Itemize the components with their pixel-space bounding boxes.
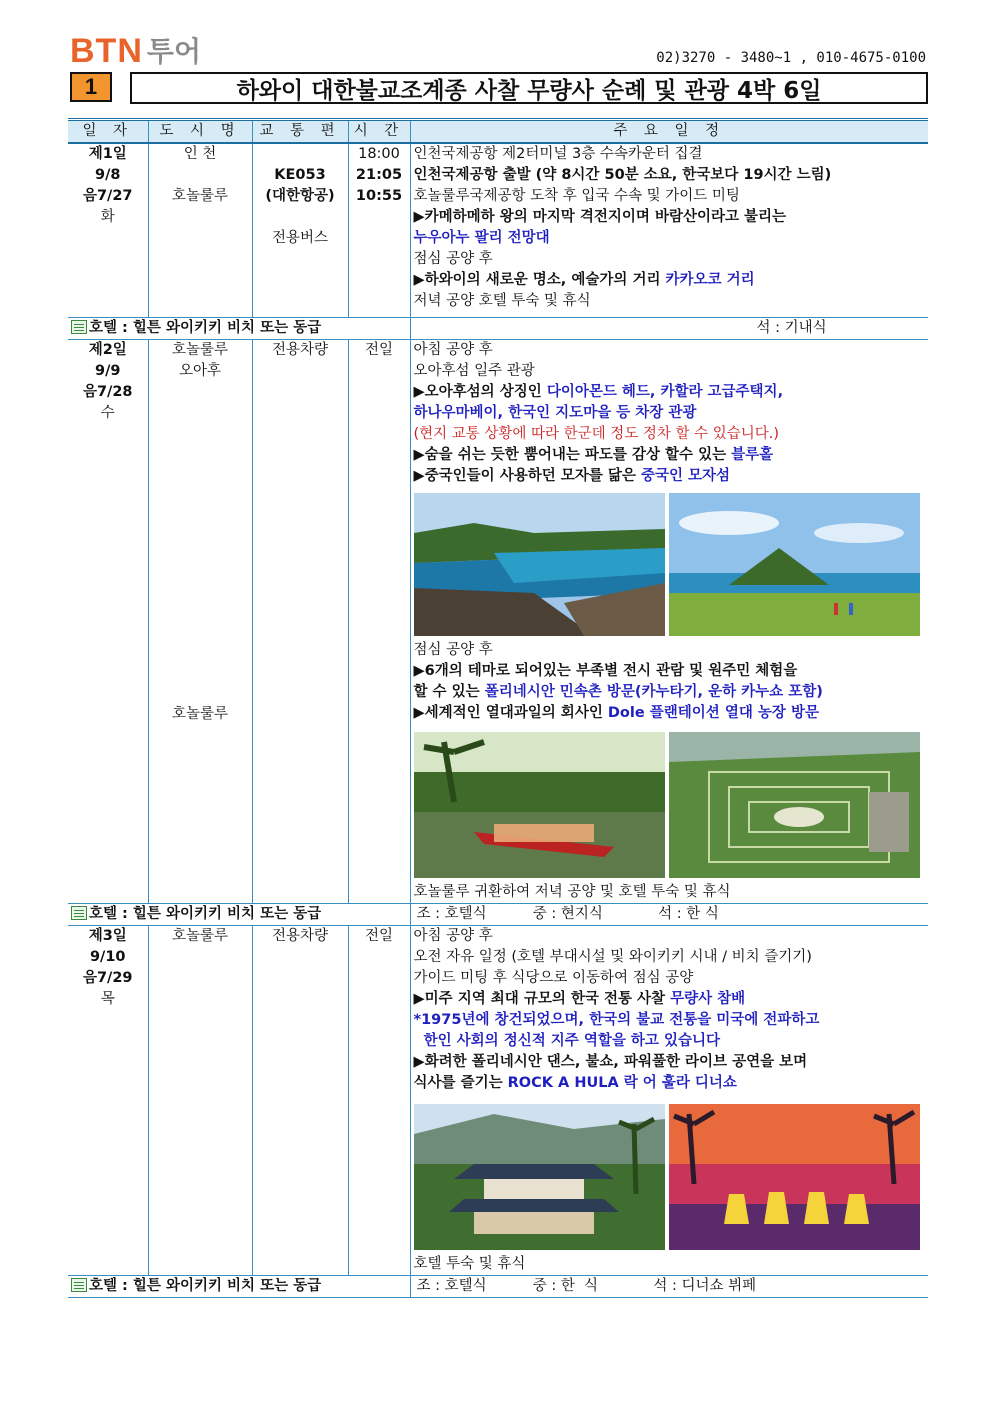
schedule-text: ▶세계적인 열대과일의 회사인 [413,704,608,721]
schedule-text: ▶오아후섬의 상징인 [413,383,547,400]
day-label: 제1일 [88,146,127,162]
notice-line: (현지 교통 상황에 따라 한군데 정도 정차 할 수 있습니다.) [413,425,780,442]
schedule-line [414,445,926,466]
itinerary-table [68,118,928,1298]
table-header [68,120,928,144]
hotel-icon [71,320,87,334]
day1-city-cell [148,143,252,317]
day3-time-cell [348,925,410,1275]
schedule-line [414,466,926,487]
meals-cell: 석 : 기내식 [410,317,928,339]
day3-city-cell [148,925,252,1275]
highlight-text: Dole 플랜테이션 열대 농장 방문 [607,704,819,721]
flight-label: KE053 [274,167,326,183]
chinamans-hat-photo [669,493,920,636]
highlight-line: 하나우마베이, 한국인 지도마을 등 차장 관광 [413,404,697,421]
day3-transport-cell [252,925,348,1275]
day3-row [68,925,928,1275]
schedule-line [414,989,926,1010]
schedule-text: ▶중국인들이 사용하던 모자를 닮은 [413,467,641,484]
time-label: 10:55 [355,188,403,204]
schedule-line: 호놀룰루 귀환하여 저녁 공양 및 호텔 투숙 및 휴식 [413,883,731,900]
city-label: 호놀룰루 [171,927,229,944]
schedule-line: ▶카메하메하 왕의 마지막 격전지이며 바람산이라고 불리는 [413,209,787,225]
schedule-line [414,382,926,403]
schedule-line: 아침 공양 후 [413,927,493,944]
title-row [70,72,928,106]
city-label: 호놀룰루 [171,341,229,358]
lunar-label: 음7/29 [82,969,133,986]
schedule-line [414,703,926,724]
date-label: 9/9 [95,362,121,379]
day1-schedule-cell [410,143,928,317]
highlight-text: 폴리네시안 민속촌 방문(카누타기, 운하 카누쇼 포함) [484,683,823,700]
hotel-icon [71,906,87,920]
schedule-text: ▶미주 지역 최대 규모의 한국 전통 사찰 [413,990,671,1007]
schedule-line: ▶6개의 테마로 되어있는 부족별 전시 관람 및 원주민 체험을 [413,662,798,679]
day1-hotel-row [68,317,928,339]
time-label: 전일 [364,341,393,358]
schedule-line: 가이드 미팅 후 식당으로 이동하여 점심 공양 [413,969,694,986]
schedule-text: 식사를 즐기는 [413,1074,508,1091]
hotel-cell [68,1275,410,1297]
day-label: 제2일 [88,341,127,358]
schedule-line: 점심 공양 후 [413,251,493,267]
hotel-label: 호텔 : 힐튼 와이키키 비치 또는 동급 [89,319,322,336]
photo-row [414,493,926,636]
day1-row [68,143,928,317]
canoe-photo [414,732,665,878]
day1-time-cell [348,143,410,317]
highlight-line: 한인 사회의 정신적 지주 역할을 하고 있습니다 [413,1032,721,1049]
brand-logo [70,34,201,68]
schedule-text: ▶하와이의 새로운 명소, 예술가의 거리 [413,272,666,288]
schedule-line: 오아후섬 일주 관광 [413,362,535,379]
day1-date-cell [68,143,148,317]
weekday-label: 목 [100,990,115,1007]
schedule-line: 인천국제공항 제2터미널 3층 수속카운터 집결 [413,146,703,162]
highlight-text: 카카오코 거리 [665,272,755,288]
header-city: 도 시 명 [148,120,252,144]
contact-phone: 02)3270 - 3480~1 , 010-4675-0100 [656,50,926,66]
transport-label: 전용차량 [271,927,329,944]
schedule-line: 저녁 공양 호텔 투숙 및 휴식 [413,293,591,309]
city-label: 인 천 [183,146,217,162]
lunar-label: 음7/27 [82,188,133,204]
itinerary-number: 1 [70,72,112,102]
meals-cell: 조 : 호텔식 중 : 현지식 석 : 한 식 [410,903,928,925]
schedule-line: 인천국제공항 출발 (약 8시간 50분 소요, 한국보다 19시간 느림) [413,167,832,183]
day3-date-cell [68,925,148,1275]
airline-label: (대한항공) [265,188,335,204]
city-label: 호놀룰루 [171,188,229,204]
day2-hotel-row [68,903,928,925]
day2-city-cell [148,339,252,903]
maze-garden-photo [669,732,920,878]
schedule-line: 아침 공양 후 [413,341,493,358]
schedule-text: ▶숨을 쉬는 듯한 뿜어내는 파도를 감상 할수 있는 [413,446,732,463]
schedule-line: 호텔 투숙 및 휴식 [413,1255,526,1272]
date-label: 9/10 [89,948,126,965]
day-label: 제3일 [88,927,127,944]
schedule-line [414,270,926,291]
hula-show-photo [669,1104,920,1250]
hotel-label: 호텔 : 힐튼 와이키키 비치 또는 동급 [89,905,322,922]
schedule-line [414,682,926,703]
header-day: 일 자 [68,120,148,144]
time-label: 21:05 [355,167,403,183]
transport-label: 전용차량 [271,341,329,358]
date-label: 9/8 [95,167,121,183]
time-label: 18:00 [358,146,400,162]
schedule-line: ▶화려한 폴리네시안 댄스, 불쇼, 파워풀한 라이브 공연을 보며 [413,1053,808,1070]
day2-schedule-cell [410,339,928,903]
highlight-text: 무량사 참배 [670,990,746,1007]
day2-date-cell [68,339,148,903]
weekday-label: 수 [100,404,115,421]
lunar-label: 음7/28 [82,383,133,400]
day3-schedule-cell [410,925,928,1275]
header-schedule: 주 요 일 정 [410,120,928,144]
schedule-line: 호놀룰루국제공항 도착 후 입국 수속 및 가이드 미팅 [413,188,740,204]
page-title: 하와이 대한불교조계종 사찰 무량사 순례 및 관광 4박 6일 [130,72,928,104]
highlight-text: ROCK A HULA 락 어 훌라 디너쇼 [507,1074,737,1091]
meals-cell: 조 : 호텔식 중 : 한 식 석 : 디너쇼 뷔페 [410,1275,928,1297]
day3-hotel-row [68,1275,928,1297]
header-transport: 교 통 편 [252,120,348,144]
schedule-line [414,1073,926,1094]
schedule-text: 할 수 있는 [413,683,485,700]
hotel-cell [68,317,410,339]
city-label: 호놀룰루 [171,705,229,722]
hotel-icon [71,1278,87,1292]
city-label: 오아후 [178,362,222,379]
time-label: 전일 [364,927,393,944]
day2-transport-cell [252,339,348,903]
photo-row [414,1104,926,1250]
day2-time-cell [348,339,410,903]
coast-photo [414,493,665,636]
schedule-line: 오전 자유 일정 (호텔 부대시설 및 와이키키 시내 / 비치 즐기기) [413,948,812,965]
weekday-label: 화 [100,209,115,225]
schedule-line: 점심 공양 후 [413,641,493,658]
hotel-cell [68,903,410,925]
temple-photo [414,1104,665,1250]
highlight-line: *1975년에 창건되었으며, 한국의 불교 전통을 미국에 전파하고 [413,1011,820,1028]
hotel-label: 호텔 : 힐튼 와이키키 비치 또는 동급 [89,1277,322,1294]
brand-suffix: 투어 [146,35,201,68]
photo-row [414,732,926,878]
brand-name: BTN [70,32,143,70]
day2-row [68,339,928,903]
header-time: 시 간 [348,120,410,144]
transport-label: 전용버스 [271,230,329,246]
highlight-text: 다이아몬드 헤드, 카할라 고급주택지, [546,383,784,400]
highlight-text: 중국인 모자섬 [640,467,731,484]
highlight-text: 블루홀 [731,446,774,463]
highlight-line: 누우아누 팔리 전망대 [413,230,550,246]
day1-transport-cell [252,143,348,317]
